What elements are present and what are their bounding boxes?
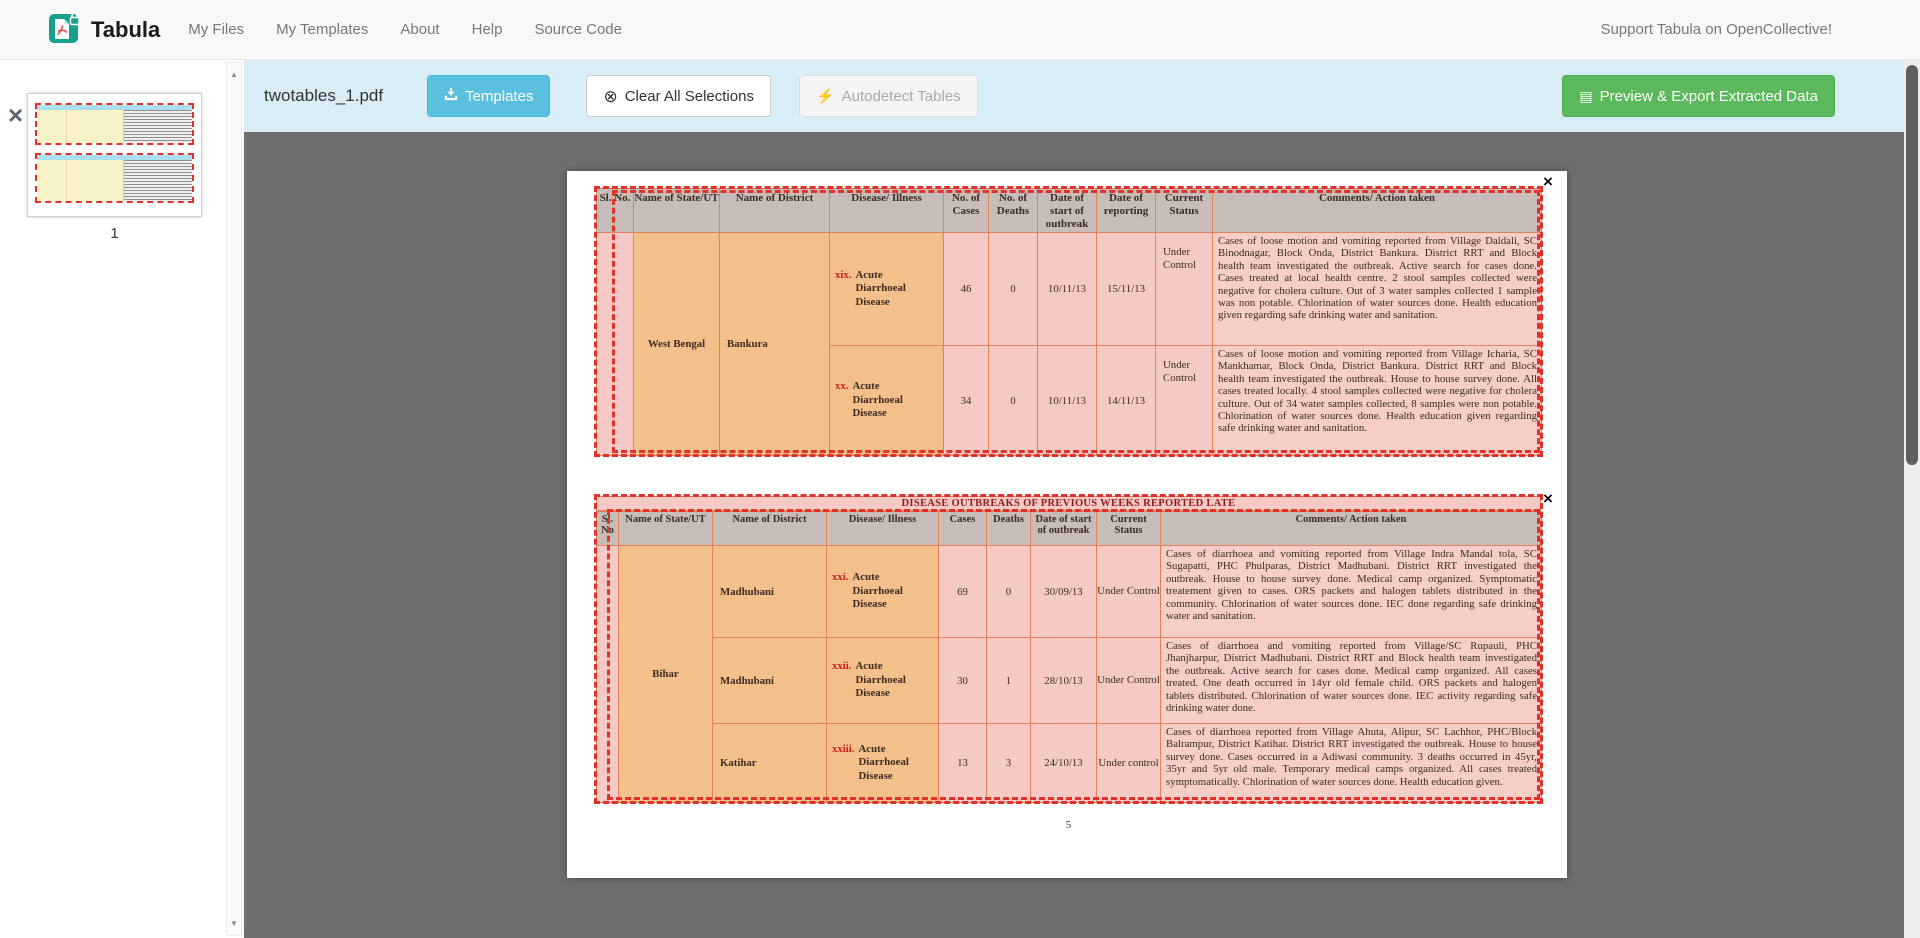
support-link[interactable]: Support Tabula on OpenCollective! bbox=[1600, 21, 1832, 38]
nav-my-files[interactable]: My Files bbox=[188, 21, 245, 38]
cases-cell: 69 bbox=[939, 546, 987, 638]
brand[interactable] bbox=[48, 10, 160, 49]
mini-table-cells bbox=[37, 110, 124, 143]
state-cell: West Bengal bbox=[634, 233, 720, 456]
page-thumbnail[interactable] bbox=[27, 93, 202, 217]
table-header-row bbox=[597, 189, 1542, 233]
window-scrollbar-thumb[interactable] bbox=[1906, 65, 1918, 465]
remove-page-icon[interactable]: × bbox=[8, 100, 24, 130]
table-list-icon: ▤ bbox=[1579, 88, 1593, 104]
main-nav bbox=[188, 21, 1600, 38]
thumbnail-selection-2 bbox=[35, 153, 194, 203]
toolbar bbox=[244, 60, 1904, 132]
district-cell: Madhubani bbox=[713, 638, 827, 724]
table-row bbox=[597, 724, 1542, 803]
deaths-cell: 0 bbox=[987, 546, 1031, 638]
start-date-cell: 28/10/13 bbox=[1031, 638, 1097, 724]
brand-title: Tabula bbox=[91, 16, 161, 42]
deaths-cell: 0 bbox=[989, 346, 1038, 456]
disease-cell bbox=[827, 638, 939, 724]
deaths-cell: 1 bbox=[987, 638, 1031, 724]
templates-label: Templates bbox=[465, 87, 534, 105]
col-header: Name of District bbox=[713, 512, 827, 546]
nav-source-code[interactable]: Source Code bbox=[534, 21, 622, 38]
col-header: Name of District bbox=[720, 189, 830, 233]
scroll-up-icon[interactable]: ▲ bbox=[230, 70, 238, 79]
pdf-canvas bbox=[244, 132, 1904, 938]
export-label: Preview & Export Extracted Data bbox=[1599, 87, 1818, 105]
col-header: Date of start of outbreak bbox=[1031, 512, 1097, 546]
cases-cell: 13 bbox=[939, 724, 987, 803]
autodetect-label: Autodetect Tables bbox=[841, 87, 961, 105]
tabula-logo-icon bbox=[48, 10, 82, 49]
status-cell: Under Control bbox=[1156, 346, 1213, 456]
cases-cell: 34 bbox=[944, 346, 989, 456]
disease-name: Acute Diarrhoeal Disease bbox=[852, 380, 903, 420]
deaths-cell: 0 bbox=[989, 233, 1038, 346]
start-date-cell: 30/09/13 bbox=[1031, 546, 1097, 638]
export-button[interactable] bbox=[1562, 75, 1835, 117]
disease-cell bbox=[827, 724, 939, 803]
col-header: No. of Deaths bbox=[989, 189, 1038, 233]
mini-table-text bbox=[124, 110, 192, 143]
mini-table-text bbox=[124, 160, 192, 201]
disease-name: Acute Diarrhoeal Disease bbox=[855, 660, 906, 700]
status-cell: Under Control bbox=[1097, 546, 1161, 638]
window-scrollbar[interactable] bbox=[1904, 60, 1920, 938]
disease-cell bbox=[827, 546, 939, 638]
col-header: Comments/ Action taken bbox=[1161, 512, 1542, 546]
nav-my-templates[interactable]: My Templates bbox=[276, 21, 369, 38]
reporting-date-cell: 15/11/13 bbox=[1097, 233, 1156, 346]
reporting-date-cell: 14/11/13 bbox=[1097, 346, 1156, 456]
comments-cell: Cases of loose motion and vomiting reported from Village Daldali, SC Binodnagar, Block Onda, District Bankura. District RRT and Block health team investigated the outbreak. Active search for cases done. Cases treated at local health centre. 2 stool samples collected were negative for cholera culture. Out of 3 water samples collected 1 sample was non potable. Chlorination of water sources done. Health education given regarding safe drinking water and sanitation. bbox=[1213, 233, 1542, 346]
remove-circle-icon: ⊗ bbox=[603, 86, 618, 106]
cases-cell: 46 bbox=[944, 233, 989, 346]
comments-cell: Cases of diarrhoea and vomiting reported from Village/SC Rupauli, PHC Jhanjharpur, District Madhubani. District RRT and Block health team investigated the outbreak. Active search for cases done. Medical camp organized. All cases treated. One death occurred in 14yr old female child. ORS packets and halogen tablets distributed. Chlorination of water sources done. IEC activity regarding safe drinking water done. bbox=[1161, 638, 1542, 724]
sidebar bbox=[0, 60, 244, 938]
navbar bbox=[0, 0, 1920, 60]
pdf-page[interactable] bbox=[567, 171, 1567, 878]
district-cell: Bankura bbox=[720, 233, 830, 456]
nav-help[interactable]: Help bbox=[471, 21, 503, 38]
selection-close-icon-1[interactable]: × bbox=[1543, 172, 1553, 191]
templates-button[interactable] bbox=[427, 75, 550, 117]
flash-icon: ⚡ bbox=[815, 87, 835, 105]
row-numeral: xix. bbox=[835, 268, 852, 281]
col-header: Date of start of outbreak bbox=[1038, 189, 1097, 233]
row-numeral: xx. bbox=[835, 380, 849, 393]
thumbnail-page-number: 1 bbox=[110, 225, 119, 242]
pdf-table-1 bbox=[596, 188, 1542, 456]
main-area bbox=[244, 60, 1920, 938]
clear-selections-label: Clear All Selections bbox=[624, 87, 754, 105]
state-cell: Bihar bbox=[619, 546, 713, 803]
clear-selections-button[interactable] bbox=[586, 75, 770, 117]
disease-cell bbox=[830, 346, 944, 456]
row-numeral: xxiii. bbox=[832, 742, 855, 755]
scroll-down-icon[interactable]: ▼ bbox=[230, 919, 238, 928]
col-header: Comments/ Action taken bbox=[1213, 189, 1542, 233]
row-numeral: xxi. bbox=[832, 571, 849, 584]
start-date-cell: 10/11/13 bbox=[1038, 233, 1097, 346]
sidebar-scrollbar[interactable] bbox=[226, 62, 242, 936]
col-header: No. of Cases bbox=[944, 189, 989, 233]
comments-cell: Cases of diarrhoea reported from Village Ahuta, Alipur, SC Lachhor, PHC/Block Balrampur, District Katihar. District RRT investigated the outbreak. House to house survey done. Cases occurred in a Adiwasi community. 3 deaths occurred in 45yr, 35yr and 5yr old male. Temporary medical camps organized. All cases treated symptomatically. Chlorination of water sources done. Health education given. bbox=[1161, 724, 1542, 803]
thumbnail-selection-1 bbox=[35, 103, 194, 145]
col-header: Name of State/UT bbox=[619, 512, 713, 546]
comments-cell: Cases of diarrhoea and vomiting reported from Village Indra Mandal tola, SC Sugapatti, PHC Phulparas, District Madhubani. District RRT investigated the outbreak. House to house survey done. Medical camp organized. Symptomatic treatement given to cases. ORS packets and halogen tablets distributed in the community. Chlorination of water sources done. IEC done regarding safe drinking water and sanitation. bbox=[1161, 546, 1542, 638]
col-header: Cases bbox=[939, 512, 987, 546]
filename: twotables_1.pdf bbox=[264, 86, 384, 105]
selection-close-icon-2[interactable]: × bbox=[1543, 489, 1553, 508]
table-header-row bbox=[597, 512, 1542, 546]
disease-name: Acute Diarrhoeal Disease bbox=[852, 571, 903, 611]
sl-no-cell bbox=[597, 233, 634, 456]
col-header: Date of reporting bbox=[1097, 189, 1156, 233]
mini-table-cells bbox=[37, 160, 124, 201]
disease-name: Acute Diarrhoeal Disease bbox=[855, 268, 906, 308]
col-header: Current Status bbox=[1097, 512, 1161, 546]
save-template-icon bbox=[444, 87, 458, 105]
nav-about[interactable]: About bbox=[400, 21, 440, 38]
row-numeral: xxii. bbox=[832, 660, 852, 673]
col-header: Name of State/UT bbox=[634, 189, 720, 233]
table2-title: DISEASE OUTBREAKS OF PREVIOUS WEEKS REPORTED LATE bbox=[596, 496, 1541, 511]
col-header: Disease/ Illness bbox=[827, 512, 939, 546]
district-cell: Katihar bbox=[713, 724, 827, 803]
disease-cell bbox=[830, 233, 944, 346]
col-header: Sl. No bbox=[597, 512, 619, 546]
autodetect-tables-button[interactable] bbox=[799, 75, 978, 117]
col-header: Current Status bbox=[1156, 189, 1213, 233]
table-row bbox=[597, 638, 1542, 724]
table-row bbox=[597, 233, 1542, 346]
col-header: Sl. No. bbox=[597, 189, 634, 233]
sl-no-cell bbox=[597, 546, 619, 803]
start-date-cell: 24/10/13 bbox=[1031, 724, 1097, 803]
status-cell: Under Control bbox=[1097, 638, 1161, 724]
table-row bbox=[597, 546, 1542, 638]
status-cell: Under Control bbox=[1156, 233, 1213, 346]
disease-name: Acute Diarrhoeal Disease bbox=[858, 742, 909, 782]
pdf-page-number: 5 bbox=[1065, 819, 1072, 831]
district-cell: Madhubani bbox=[713, 546, 827, 638]
col-header: Deaths bbox=[987, 512, 1031, 546]
deaths-cell: 3 bbox=[987, 724, 1031, 803]
status-cell: Under control bbox=[1097, 724, 1161, 803]
cases-cell: 30 bbox=[939, 638, 987, 724]
col-header: Disease/ Illness bbox=[830, 189, 944, 233]
pdf-table-2 bbox=[596, 511, 1542, 803]
start-date-cell: 10/11/13 bbox=[1038, 346, 1097, 456]
comments-cell: Cases of loose motion and vomiting reported from Village Icharia, SC Mankhamar, Block Onda, District Bankura. District RRT and Block health team investigated the outbreak. House to house survey done. All cases treated locally. 4 stool samples collected were negative for cholera culture. Out of 34 water samples collected, 8 samples were non potable. Chlorination of water sources done. Health education given regarding safe drinking water and sanitation. bbox=[1213, 346, 1542, 456]
